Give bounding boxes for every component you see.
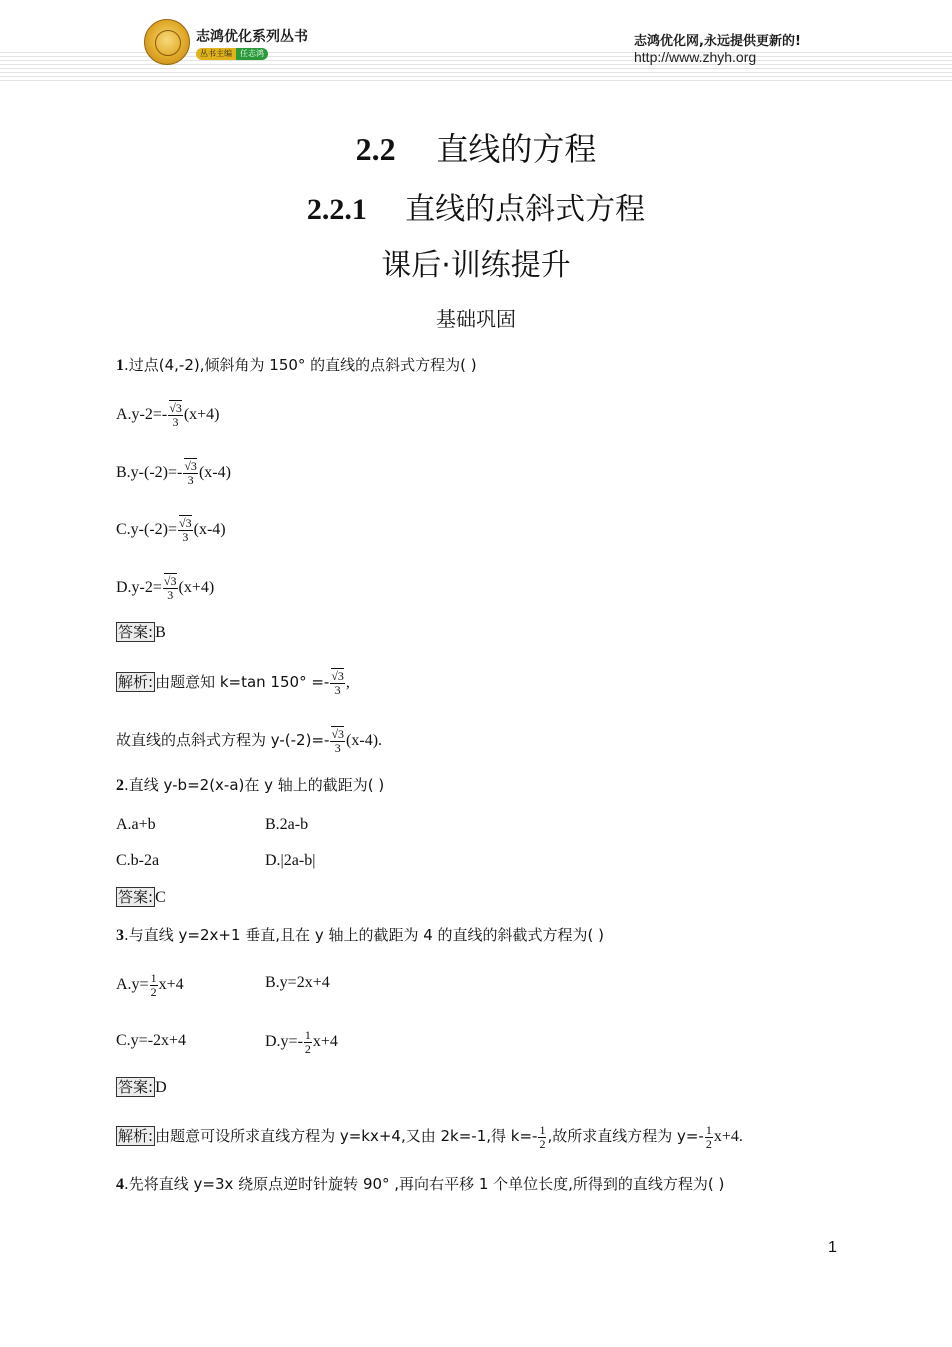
q1-analysis-2: 故直线的点斜式方程为 y-(-2)=- $\frac{√3}{3}$ (x-4). [116, 727, 383, 755]
series-tag [196, 48, 268, 60]
section-number: 2.2 [355, 131, 396, 167]
q3-analysis: 解析: 由题意可设所求直线方程为 y=kx+4,又由 2k=-1,得 k=- $\frac{1}{2}$ ,故所求直线方程为 y=- $\frac{1}{2}$ x+4. [118, 1123, 743, 1151]
q2-stem: 2.直线 y-b=2(x-a)在 y 轴上的截距为( ) [116, 776, 385, 794]
q1-analysis-1: 解析: 由题意知 k=tan 150° =- $\frac{√3}{3}$ , [118, 669, 350, 697]
brand-name: 志鸿优化系列丛书 [196, 29, 308, 45]
q1-answer: 答案: B [118, 623, 166, 641]
lesson-title: 课后·训练提升 [381, 248, 571, 283]
q2-option-a: A.a+b [116, 816, 156, 833]
part-title: 基础巩固 [436, 307, 516, 331]
answer-label: 答案: [118, 1078, 154, 1096]
page-number: 1 [828, 1239, 837, 1256]
answer-label: 答案: [118, 888, 154, 906]
q3-stem: 3.与直线 y=2x+1 垂直,且在 y 轴上的截距为 4 的直线的斜截式方程为( ) [116, 926, 605, 944]
subsection-name: 直线的点斜式方程 [405, 192, 646, 227]
q1-number: 1 [116, 357, 124, 374]
subsection-number: 2.2.1 [306, 193, 367, 226]
q2-option-d: D.|2a-b| [265, 852, 316, 869]
q1-option-c: C.y-(-2)= $\frac{√3}{3}$ (x-4) [116, 516, 226, 544]
section-name: 直线的方程 [436, 130, 597, 168]
analysis-label: 解析: [118, 673, 154, 692]
series-tag-right: 任志鸿 [236, 48, 268, 60]
q3-option-b: B.y=2x+4 [265, 974, 330, 991]
q2-option-b: B.2a-b [265, 816, 309, 833]
q2-answer: 答案: C [118, 888, 166, 906]
section-title [0, 124, 952, 170]
q2-number: 2 [116, 777, 124, 794]
q2-option-c: C.b-2a [116, 852, 160, 869]
header-rule [0, 52, 952, 82]
q1-option-a: A.y-2=- $\frac{√3}{3}$ (x+4) [116, 401, 220, 429]
q3-option-d: D.y=- $\frac{1}{2}$ x+4 [265, 1028, 338, 1056]
header-slogan: 志鸿优化网,永远提供更新的! [634, 34, 801, 49]
answer-label: 答案: [118, 623, 154, 641]
q3-option-c: C.y=-2x+4 [116, 1032, 187, 1049]
q1-stem: 1.过点(4,-2),倾斜角为 150° 的直线的点斜式方程为( ) [116, 356, 477, 374]
header-url[interactable]: http://www.zhyh.org [634, 49, 757, 65]
q3-option-a: A.y= $\frac{1}{2}$ x+4 [116, 971, 184, 999]
q4-stem: 4.先将直线 y=3x 绕原点逆时针旋转 90° ,再向右平移 1 个单位长度,所得到的直线方程为( ) [116, 1175, 725, 1193]
series-tag-left: 丛书主编 [196, 48, 236, 60]
analysis-label: 解析: [118, 1127, 154, 1146]
q1-option-b: B.y-(-2)=- $\frac{√3}{3}$ (x-4) [116, 459, 231, 487]
q1-option-d: D.y-2= $\frac{√3}{3}$ (x+4) [116, 574, 215, 602]
publisher-logo [144, 19, 190, 65]
q3-number: 3 [116, 927, 124, 944]
q3-answer: 答案: D [118, 1078, 167, 1096]
subsection-title [0, 184, 952, 228]
q4-number: 4 [116, 1176, 124, 1193]
